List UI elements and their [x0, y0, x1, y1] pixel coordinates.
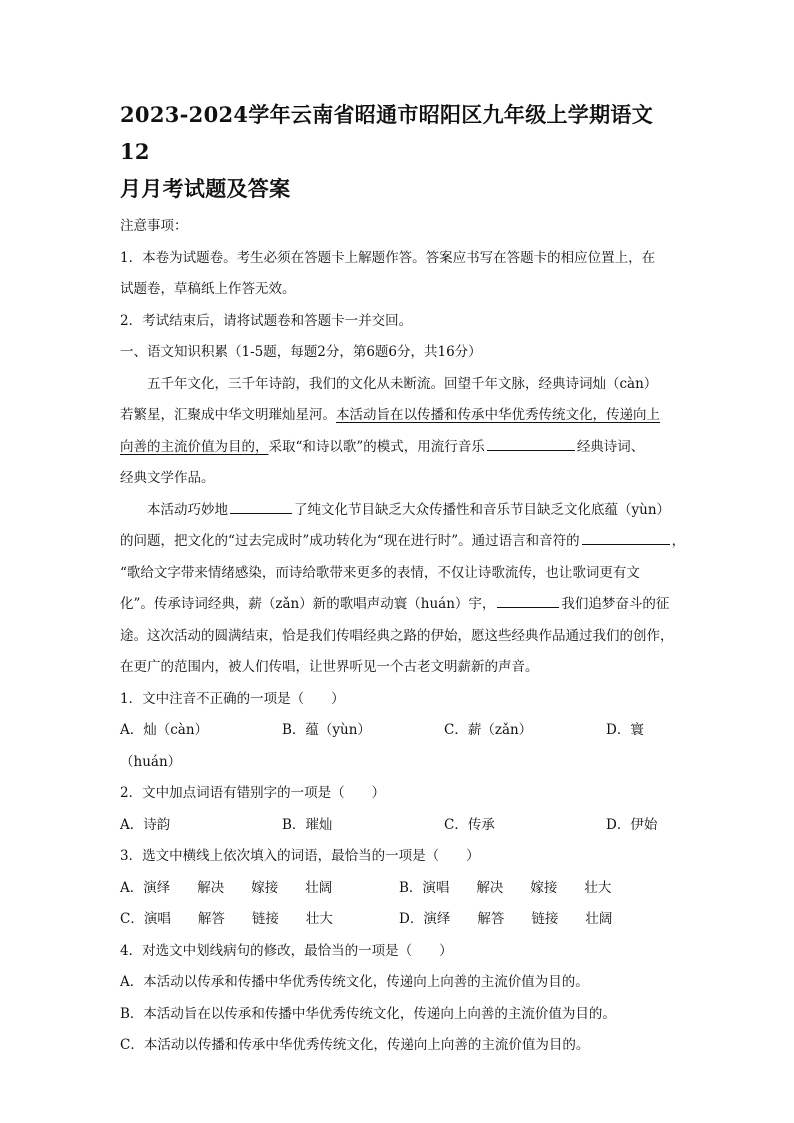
question-2-stem: 2．文中加点词语有错别字的一项是（ ）: [120, 785, 386, 801]
option-d: D．演绎 解答 链接 壮阔: [399, 911, 613, 927]
passage-text: 若繁星，汇聚成中华文明璀灿星河。: [120, 407, 336, 423]
question-1-options: [120, 715, 678, 747]
passage-p2-line-5: 途。这次活动的圆满结束，恰是我们传唱经典之路的伊始，愿这些经典作品通过我们的创作，: [120, 627, 674, 644]
passage-p2-line-6: 在更广的范围内，被人们传唱，让世界听见一个古老文明薪新的声音。: [120, 659, 539, 675]
option-d: D．伊始: [606, 816, 658, 833]
passage-text: ，: [671, 533, 686, 549]
option-a: A．演绎 解决 嫁接 壮阔: [120, 879, 333, 896]
question-3-stem: 3．选文中横线上依次填入的词语，最恰当的一项是（ ）: [120, 848, 480, 864]
option-b: B．蕴（yùn）: [282, 722, 371, 738]
passage-p2-line-4: [120, 589, 678, 621]
passage-p2-line-3: “歌给文字带来情绪感染，而诗给歌带来更多的表情，不仅让诗歌流传，也让歌词更有文: [120, 564, 640, 581]
fill-blank: [497, 591, 559, 608]
notice-heading: 注意事项：: [120, 218, 188, 234]
option-d-continued: （huán）: [120, 753, 182, 770]
passage-p2-line-1: [120, 495, 678, 527]
notice-item-1-line-2: 试题卷，草稿纸上作答无效。: [120, 281, 296, 297]
passage-text: 经典诗词、: [576, 438, 645, 455]
passage-text: 化”。传承诗词经典，薪（zǎn）新的歌唱声动寰（huán）宇，: [120, 596, 496, 612]
question-3-options-row-1: [120, 873, 678, 905]
passage-p1-line-4: 经典文学作品。: [120, 470, 215, 486]
option-a: A．灿（càn）: [120, 722, 209, 738]
underlined-sentence: 向善的主流价值为目的，: [120, 438, 269, 455]
passage-p1-line-1: 五千年文化，三千年诗韵，我们的文化从未断流。回望千年文脉，经典诗词灿（càn）: [147, 375, 658, 392]
passage-text: 本活动巧妙地: [147, 501, 228, 518]
document-title: [120, 96, 678, 207]
option-c: C．传承: [444, 816, 495, 833]
option-d: D．寰: [606, 722, 644, 738]
option-c: C．演唱 解答 链接 壮大: [120, 911, 333, 927]
question-4-stem: 4．对选文中划线病句的修改，最恰当的一项是（ ）: [120, 942, 453, 959]
section-1-heading: 一、语文知识积累（1-5题，每题2分，第6题6分，共16分）: [120, 344, 482, 360]
passage-text: 我们追梦奋斗的征: [561, 596, 670, 612]
option-b: B．璀灿: [282, 816, 333, 833]
fill-blank: [230, 497, 292, 514]
question-2-options: [120, 810, 678, 842]
option-b: B．演唱 解决 嫁接 壮大: [399, 879, 612, 896]
notice-item-2: 2．考试结束后，请将试题卷和答题卡一并交回。: [120, 312, 413, 329]
title-line-2: 月月考试题及答案: [120, 176, 291, 201]
passage-text: 的问题，把文化的“过去完成时”成功转化为“现在进行时”。通过语言和音符的: [120, 533, 580, 549]
question-1-stem: 1．文中注音不正确的一项是（ ）: [120, 690, 345, 707]
passage-text: 采取“和诗以歌”的模式，用流行音乐: [268, 438, 485, 455]
question-4-option-b: B．本活动旨在以传承和传播中华优秀传统文化，传递向上向善的主流价值为目的。: [120, 1005, 616, 1022]
question-3-options-row-2: [120, 904, 678, 936]
passage-p1-line-3: [120, 432, 678, 464]
option-a: A．诗韵: [120, 816, 171, 833]
question-4-option-c: C．本活动以传播和传承中华优秀传统文化，传递向上向善的主流价值为目的。: [120, 1037, 590, 1053]
document-page: [120, 96, 686, 1062]
notice-item-1-line-1: 1．本卷为试题卷。考生必须在答题卡上解题作答。答案应书写在答题卡的相应位置上，在: [120, 249, 656, 266]
passage-text: 了纯文化节目缺乏大众传播性和音乐节目缺乏文化底蕴（yùn）: [294, 501, 671, 518]
fill-blank: [487, 434, 575, 451]
question-4-option-a: A．本活动以传承和传播中华优秀传统文化，传递向上向善的主流价值为目的。: [120, 974, 589, 990]
option-c: C．薪（zǎn）: [444, 722, 533, 738]
title-line-1: 2023-2024学年云南省昭通市昭阳区九年级上学期语文12: [120, 102, 654, 164]
passage-p1-line-2: [120, 400, 678, 432]
fill-blank: [582, 528, 670, 545]
underlined-sentence: 本活动旨在以传播和传承中华优秀传统文化，传递向上: [336, 407, 660, 423]
passage-p2-line-2: [120, 526, 686, 558]
